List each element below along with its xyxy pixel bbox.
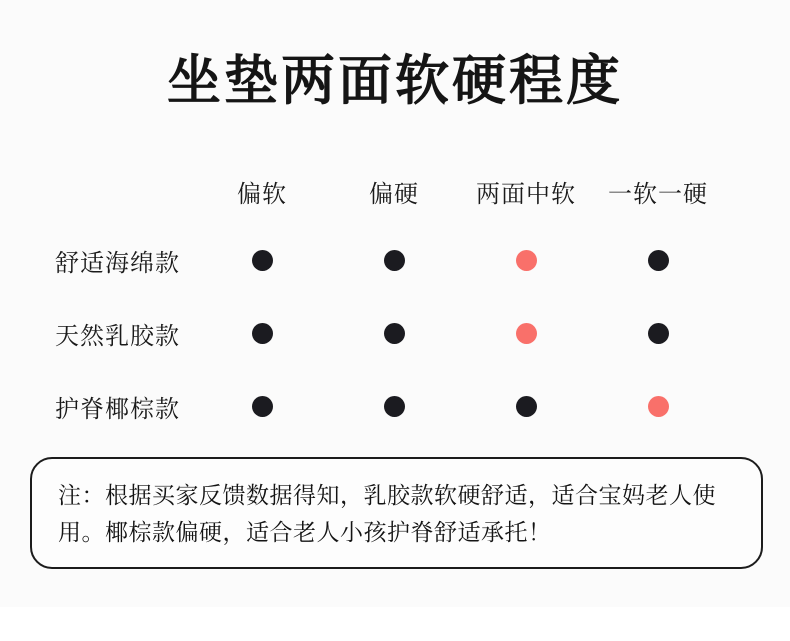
dot-cell xyxy=(592,297,724,370)
marker-dot xyxy=(384,250,405,271)
marker-dot xyxy=(252,323,273,344)
marker-dot xyxy=(516,396,537,417)
dot-cell xyxy=(196,370,328,443)
column-header-both-medium-soft: 两面中软 xyxy=(476,180,576,208)
dot-cell xyxy=(460,297,592,370)
row-label-coconut-palm: 护脊椰棕款 xyxy=(55,396,180,423)
column-header-soft: 偏软 xyxy=(237,180,287,208)
note-box xyxy=(30,457,763,569)
dot-cell xyxy=(460,224,592,297)
row-label-sponge: 舒适海绵款 xyxy=(55,250,180,277)
dot-cell xyxy=(592,224,724,297)
marker-dot xyxy=(384,323,405,344)
header-cell-empty xyxy=(0,158,196,224)
marker-dot xyxy=(516,323,537,344)
dot-cell xyxy=(328,224,460,297)
marker-dot xyxy=(252,250,273,271)
column-header-one-soft-one-hard: 一软一硬 xyxy=(608,180,708,208)
page-title: 坐垫两面软硬程度 xyxy=(167,51,623,111)
note-text: 注：根据买家反馈数据得知，乳胶款软硬舒适，适合宝妈老人使用。椰棕款偏硬，适合老人小孩护脊舒适承托！ xyxy=(58,482,716,545)
marker-dot xyxy=(648,396,669,417)
marker-dot xyxy=(648,250,669,271)
marker-dot xyxy=(384,396,405,417)
dot-cell xyxy=(460,370,592,443)
column-header-hard: 偏硬 xyxy=(369,180,419,208)
comparison-table xyxy=(0,158,724,443)
dot-cell xyxy=(196,224,328,297)
marker-dot xyxy=(516,250,537,271)
marker-dot xyxy=(648,323,669,344)
dot-cell xyxy=(328,297,460,370)
dot-cell xyxy=(592,370,724,443)
row-label-latex: 天然乳胶款 xyxy=(55,323,180,350)
dot-cell xyxy=(196,297,328,370)
dot-cell xyxy=(328,370,460,443)
marker-dot xyxy=(252,396,273,417)
